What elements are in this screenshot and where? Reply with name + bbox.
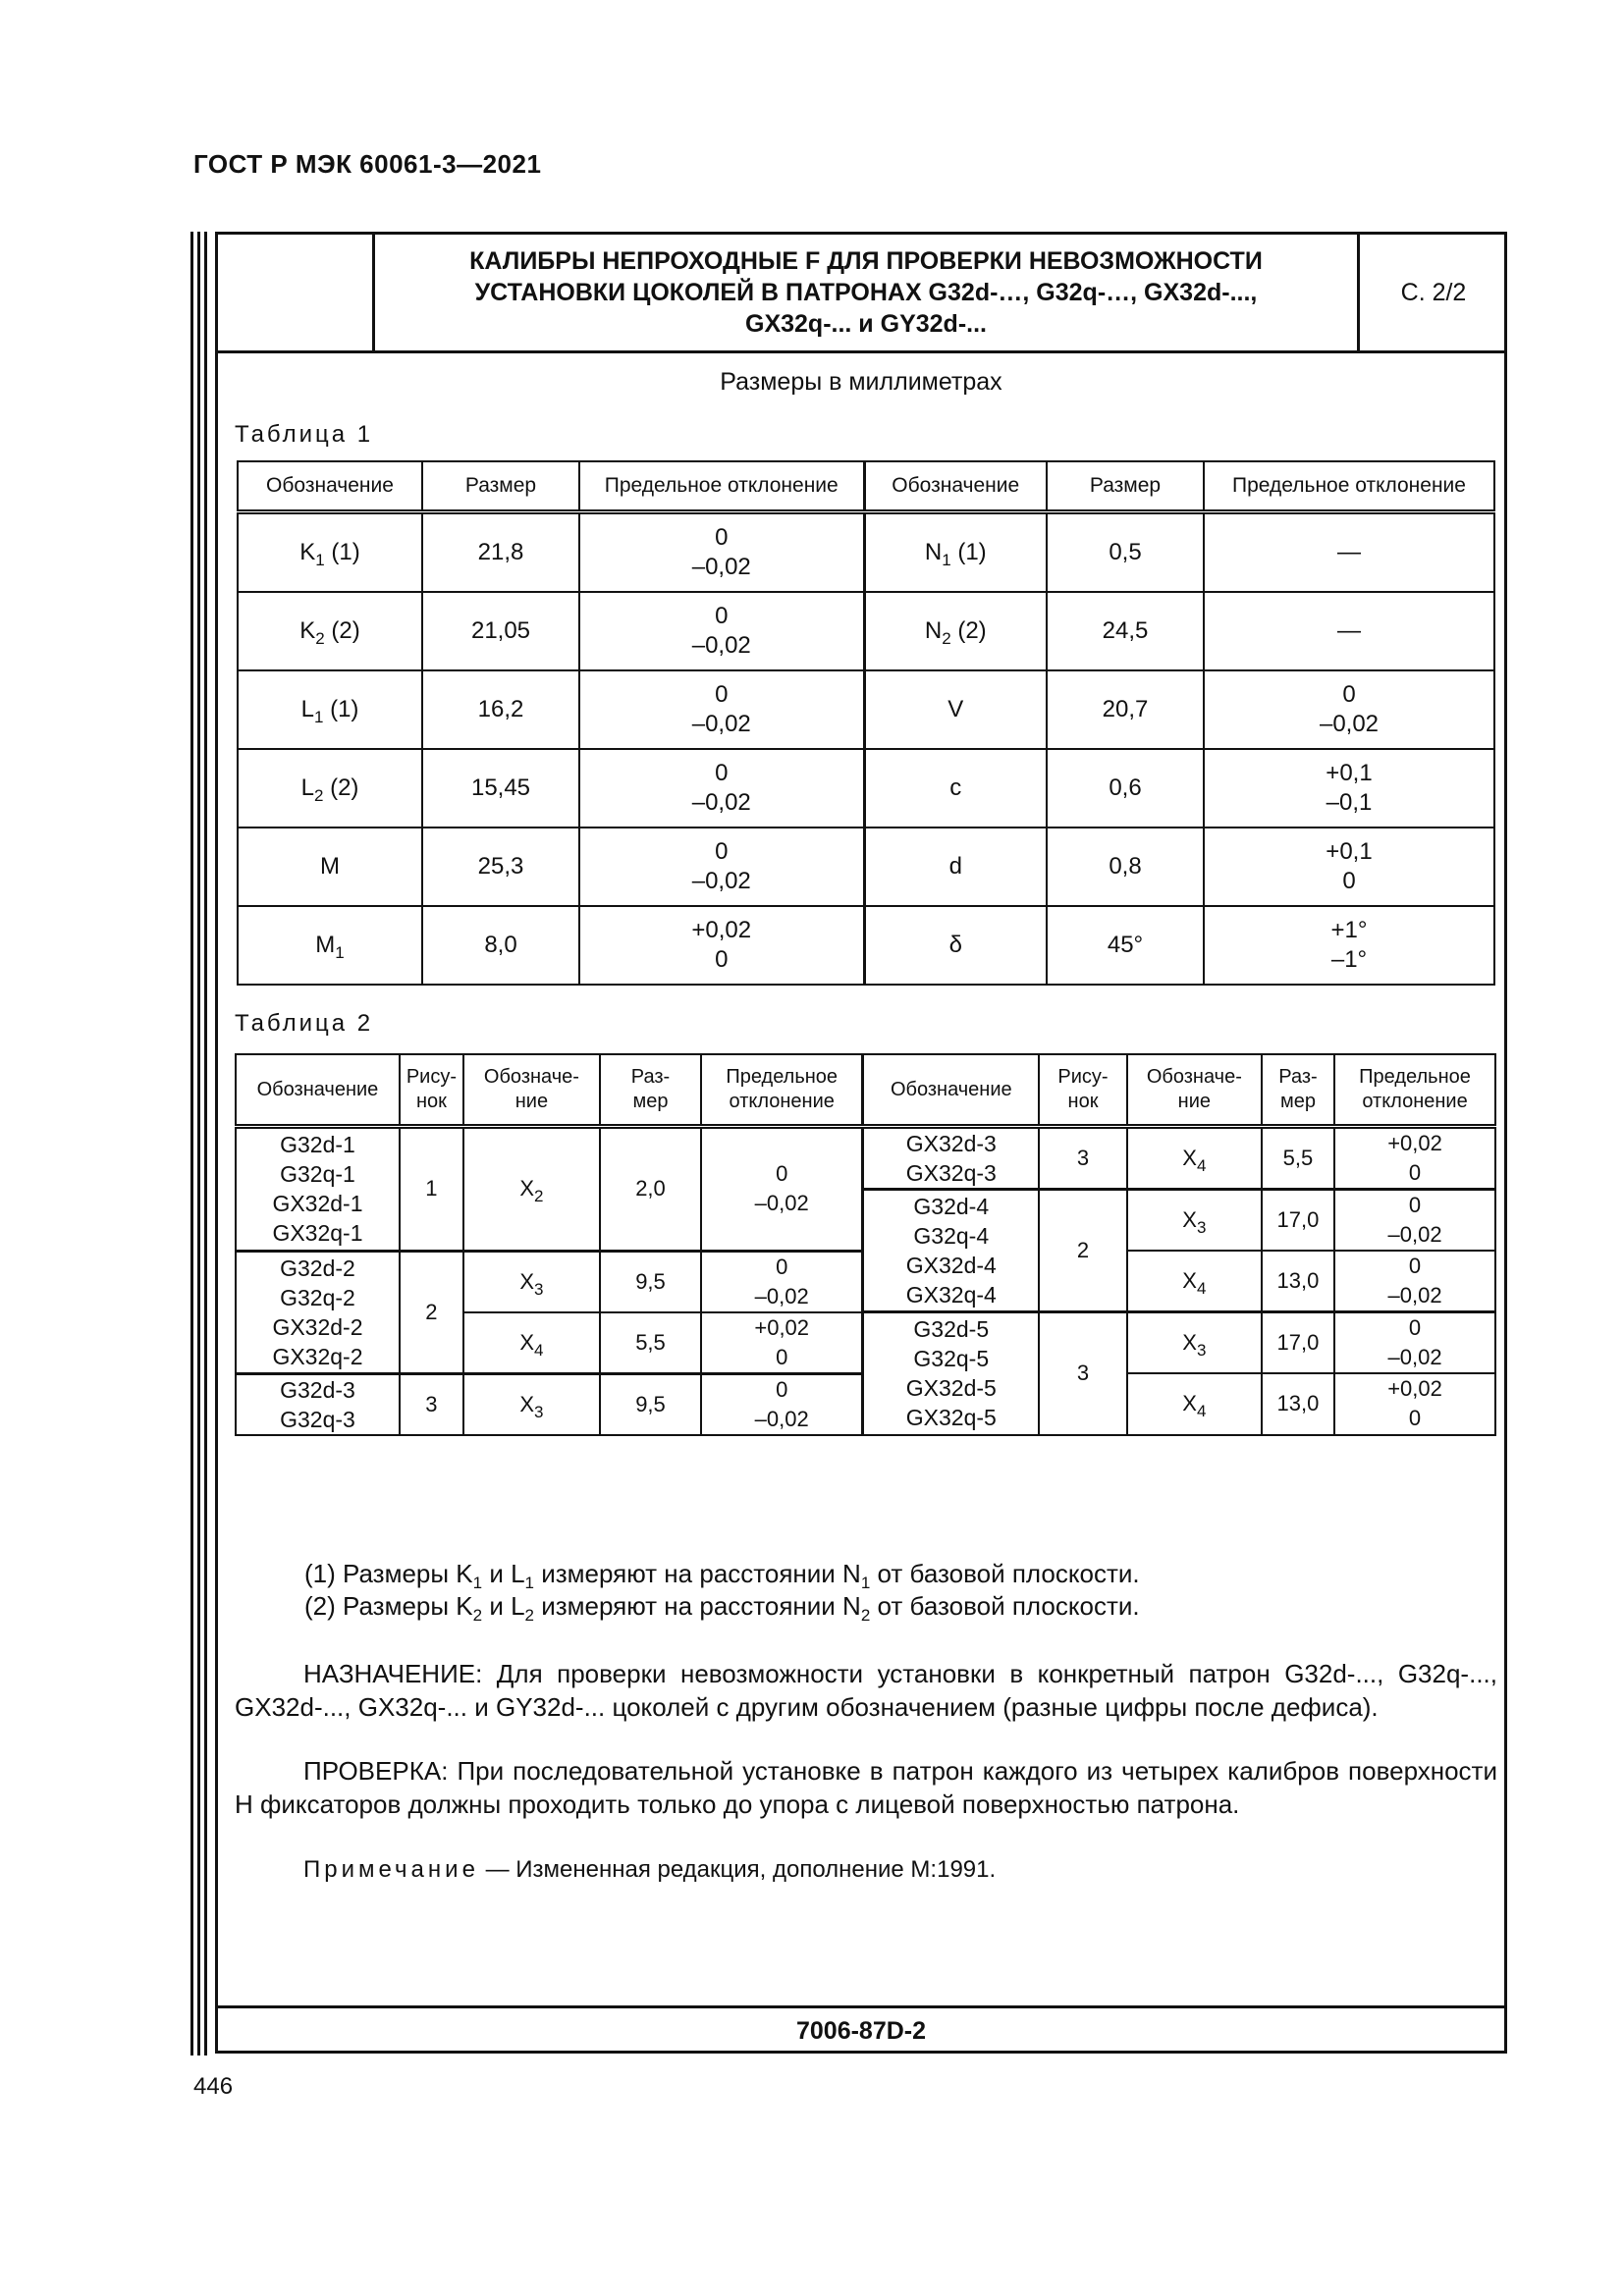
margin-rule bbox=[197, 232, 200, 2056]
deviation-cell: +0,1 –0,1 bbox=[1204, 749, 1494, 828]
margin-rule bbox=[204, 232, 207, 2056]
table1-header-cell: Обозначение bbox=[238, 461, 422, 512]
table2-header-cell: Рису- нок bbox=[1039, 1054, 1127, 1127]
purpose-paragraph: НАЗНАЧЕНИЕ: Для проверки невозможности установки в конкретный патрон G32d-..., G32q-..., GX32d-..., GX32q-... и GY32d-... цоколей с другим обозначением (разные цифры после дефиса). bbox=[235, 1659, 1497, 1722]
gauge-designation-cell: $X_2$ bbox=[463, 1127, 600, 1252]
table2-header-cell: Раз- мер bbox=[600, 1054, 701, 1127]
table2 bbox=[235, 1053, 1496, 1436]
designation-cell: $K_2$ (2) bbox=[238, 592, 422, 670]
deviation-cell: — bbox=[1204, 512, 1494, 593]
sheet-number: С. 2/2 bbox=[1357, 235, 1507, 350]
size-cell: 17,0 bbox=[1262, 1190, 1334, 1252]
header-blank-cell bbox=[218, 235, 375, 350]
lamp-cap-designation-cell: G32d-3 G32q-3 bbox=[236, 1373, 400, 1435]
designation-cell: $L_2$ (2) bbox=[238, 749, 422, 828]
lamp-cap-designation-cell: GX32d-3 GX32q-3 bbox=[863, 1127, 1039, 1190]
note-label: Примечание bbox=[303, 1856, 479, 1883]
designation-cell: $N_2$ (2) bbox=[864, 592, 1047, 670]
deviation-cell: +0,02 0 bbox=[579, 906, 864, 985]
gauge-designation-cell: $X_4$ bbox=[1127, 1251, 1262, 1312]
deviation-cell: 0 –0,02 bbox=[701, 1127, 863, 1252]
table2-header-cell: Предельное отклонение bbox=[1334, 1054, 1495, 1127]
table1-caption: Таблица 1 bbox=[235, 421, 374, 448]
size-cell: 45° bbox=[1047, 906, 1204, 985]
figure-cell: 2 bbox=[400, 1251, 463, 1373]
size-cell: 0,5 bbox=[1047, 512, 1204, 593]
size-cell: 20,7 bbox=[1047, 670, 1204, 749]
size-cell: 25,3 bbox=[422, 828, 579, 906]
table2-header-cell: Обозначе- ние bbox=[1127, 1054, 1262, 1127]
table2-header-cell: Обозначение bbox=[236, 1054, 400, 1127]
table1-header-cell: Предельное отклонение bbox=[1204, 461, 1494, 512]
size-cell: 9,5 bbox=[600, 1251, 701, 1312]
table1-header-cell: Предельное отклонение bbox=[579, 461, 864, 512]
deviation-cell: 0 –0,02 bbox=[579, 749, 864, 828]
table1-header-cell: Размер bbox=[422, 461, 579, 512]
table1 bbox=[237, 460, 1495, 986]
size-cell: 15,45 bbox=[422, 749, 579, 828]
deviation-cell: 0 –0,02 bbox=[1204, 670, 1494, 749]
designation-cell: $M_1$ bbox=[238, 906, 422, 985]
gauge-designation-cell: $X_4$ bbox=[1127, 1373, 1262, 1435]
designation-cell: V bbox=[864, 670, 1047, 749]
designation-cell: c bbox=[864, 749, 1047, 828]
size-cell: 21,8 bbox=[422, 512, 579, 593]
note-text: — Измененная редакция, дополнение M:1991. bbox=[478, 1856, 997, 1883]
gauge-designation-cell: $X_3$ bbox=[1127, 1190, 1262, 1252]
deviation-cell: +0,02 0 bbox=[1334, 1373, 1495, 1435]
size-cell: 0,6 bbox=[1047, 749, 1204, 828]
deviation-cell: 0 –0,02 bbox=[1334, 1312, 1495, 1374]
size-cell: 8,0 bbox=[422, 906, 579, 985]
designation-cell: M bbox=[238, 828, 422, 906]
size-cell: 5,5 bbox=[600, 1312, 701, 1374]
table2-header-cell: Раз- мер bbox=[1262, 1054, 1334, 1127]
check-paragraph: ПРОВЕРКА: При последовательной установке в патрон каждого из четырех калибров поверхности H фиксаторов должны проходить только до упора с лицевой поверхностью патрона. bbox=[235, 1756, 1497, 1819]
table2-header-cell: Рису- нок bbox=[400, 1054, 463, 1127]
deviation-cell: +1° –1° bbox=[1204, 906, 1494, 985]
deviation-cell: +0,1 0 bbox=[1204, 828, 1494, 906]
gauge-designation-cell: $X_3$ bbox=[1127, 1312, 1262, 1374]
designation-cell: $L_1$ (1) bbox=[238, 670, 422, 749]
gauge-designation-cell: $X_4$ bbox=[1127, 1127, 1262, 1190]
size-cell: 2,0 bbox=[600, 1127, 701, 1252]
sheet-frame bbox=[215, 232, 1507, 2054]
size-cell: 9,5 bbox=[600, 1373, 701, 1435]
deviation-cell: 0 –0,02 bbox=[579, 512, 864, 593]
lamp-cap-designation-cell: G32d-2 G32q-2 GX32d-2 GX32q-2 bbox=[236, 1251, 400, 1373]
designation-cell: $N_1$ (1) bbox=[864, 512, 1047, 593]
deviation-cell: 0 –0,02 bbox=[579, 670, 864, 749]
table-row bbox=[238, 906, 1494, 985]
size-cell: 17,0 bbox=[1262, 1312, 1334, 1374]
units-note: Размеры в миллиметрах bbox=[720, 368, 1002, 396]
table-row bbox=[236, 1127, 1495, 1190]
deviation-cell: 0 –0,02 bbox=[1334, 1190, 1495, 1252]
designation-cell: δ bbox=[864, 906, 1047, 985]
deviation-cell: — bbox=[1204, 592, 1494, 670]
lamp-cap-designation-cell: G32d-5 G32q-5 GX32d-5 GX32q-5 bbox=[863, 1312, 1039, 1435]
gauge-designation-cell: $X_3$ bbox=[463, 1251, 600, 1312]
table-row bbox=[238, 670, 1494, 749]
standard-designation: ГОСТ Р МЭК 60061-3—2021 bbox=[193, 149, 542, 179]
figure-cell: 3 bbox=[400, 1373, 463, 1435]
table1-header-cell: Обозначение bbox=[864, 461, 1047, 512]
deviation-cell: 0 –0,02 bbox=[701, 1373, 863, 1435]
title-line: УСТАНОВКИ ЦОКОЛЕЙ В ПАТРОНАХ G32d-…, G32q-…, GX32d-..., bbox=[474, 279, 1258, 306]
table2-caption: Таблица 2 bbox=[235, 1010, 374, 1037]
table1-header-cell: Размер bbox=[1047, 461, 1204, 512]
margin-rule bbox=[190, 232, 193, 2056]
gauge-designation-cell: $X_3$ bbox=[463, 1373, 600, 1435]
note bbox=[303, 1856, 996, 1884]
title-line: GX32q-... и GY32d-... bbox=[745, 310, 987, 338]
size-cell: 13,0 bbox=[1262, 1373, 1334, 1435]
document-code: 7006-87D-2 bbox=[218, 2005, 1504, 2054]
sheet-title bbox=[375, 235, 1357, 350]
table-row bbox=[238, 749, 1494, 828]
table-row bbox=[238, 828, 1494, 906]
table-row bbox=[238, 592, 1494, 670]
figure-cell: 3 bbox=[1039, 1127, 1127, 1190]
table2-header-cell: Обозначение bbox=[863, 1054, 1039, 1127]
figure-cell: 1 bbox=[400, 1127, 463, 1252]
deviation-cell: 0 –0,02 bbox=[579, 592, 864, 670]
page-number: 446 bbox=[193, 2073, 234, 2100]
title-line: КАЛИБРЫ НЕПРОХОДНЫЕ F ДЛЯ ПРОВЕРКИ НЕВОЗМОЖНОСТИ bbox=[469, 247, 1263, 275]
figure-cell: 3 bbox=[1039, 1312, 1127, 1435]
deviation-cell: 0 –0,02 bbox=[701, 1251, 863, 1312]
lamp-cap-designation-cell: G32d-1 G32q-1 GX32d-1 GX32q-1 bbox=[236, 1127, 400, 1252]
lamp-cap-designation-cell: G32d-4 G32q-4 GX32d-4 GX32q-4 bbox=[863, 1190, 1039, 1312]
gauge-designation-cell: $X_4$ bbox=[463, 1312, 600, 1374]
table2-header-cell: Обозначе- ние bbox=[463, 1054, 600, 1127]
footnote-1: (1) Размеры $K_1$ и $L_1$ измеряют на расстоянии $N_1$ от базовой плоскости. bbox=[304, 1559, 1140, 1592]
deviation-cell: 0 –0,02 bbox=[1334, 1251, 1495, 1312]
sheet-header bbox=[218, 235, 1504, 353]
size-cell: 24,5 bbox=[1047, 592, 1204, 670]
designation-cell: d bbox=[864, 828, 1047, 906]
size-cell: 5,5 bbox=[1262, 1127, 1334, 1190]
deviation-cell: 0 –0,02 bbox=[579, 828, 864, 906]
designation-cell: $K_1$ (1) bbox=[238, 512, 422, 593]
table-row bbox=[238, 512, 1494, 593]
size-cell: 16,2 bbox=[422, 670, 579, 749]
size-cell: 0,8 bbox=[1047, 828, 1204, 906]
figure-cell: 2 bbox=[1039, 1190, 1127, 1312]
deviation-cell: +0,02 0 bbox=[701, 1312, 863, 1374]
deviation-cell: +0,02 0 bbox=[1334, 1127, 1495, 1190]
size-cell: 21,05 bbox=[422, 592, 579, 670]
size-cell: 13,0 bbox=[1262, 1251, 1334, 1312]
footnote-2: (2) Размеры $K_2$ и $L_2$ измеряют на расстоянии $N_2$ от базовой плоскости. bbox=[304, 1591, 1140, 1625]
table2-header-cell: Предельное отклонение bbox=[701, 1054, 863, 1127]
